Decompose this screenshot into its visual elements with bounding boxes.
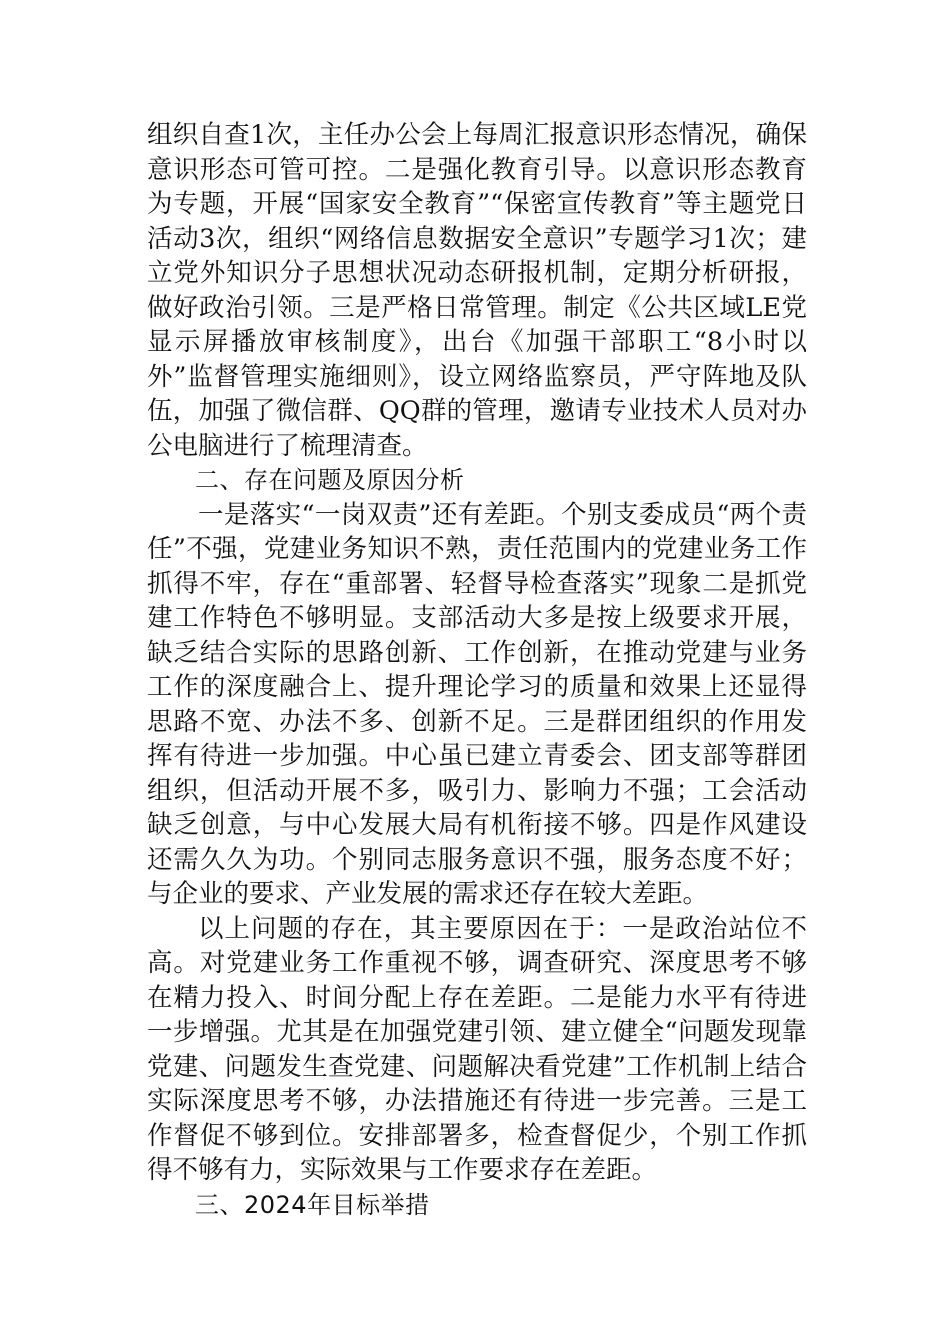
document-page (147, 118, 807, 1222)
paragraph-problems: 一是落实“一岗双责”还有差距。个别支委成员“两个责任”不强，党建业务知识不熟，责任范围内的党建业务工作抓得不牢，存在“重部署、轻督导检查落实”现象二是抓党建工作特色不够明显。支部活动大多是按上级要求开展，缺乏结合实际的思路创新、工作创新，在推动党建与业务工作的深度融合上、提升理论学习的质量和效果上还显得思路不宽、办法不多、创新不足。三是群团组织的作用发挥有待进一步加强。中心虽已建立青委会、团支部等群团组织，但活动开展不多，吸引力、影响力不强；工会活动缺乏创意，与中心发展大局有机衔接不够。四是作风建设还需久久为功。个别同志服务意识不强，服务态度不好；与企业的要求、产业发展的需求还存在较大差距。 (147, 499, 807, 909)
paragraph-ideology-management: 组织自查1次，主任办公会上每周汇报意识形态情况，确保意识形态可管可控。二是强化教育引导。以意识形态教育为专题，开展“国家安全教育”“保密宣传教育”等主题党日活动3次，组织“网络信息数据安全意识”专题学习1次；建立党外知识分子思想状况动态研报机制，定期分析研报，做好政治引领。三是严格日常管理。制定《公共区域LE党显示屏播放审核制度》，出台《加强干部职工“8小时以外”监督管理实施细则》，设立网络监察员，严守阵地及队伍，加强了微信群、QQ群的管理，邀请专业技术人员对办公电脑进行了梳理清查。 (147, 120, 807, 461)
paragraph-causes: 以上问题的存在，其主要原因在于：一是政治站位不高。对党建业务工作重视不够，调查研究、深度思考不够在精力投入、时间分配上存在差距。二是能力水平有待进一步增强。尤其是在加强党建引领、建立健全“问题发现靠党建、问题发生查党建、问题解决看党建”工作机制上结合实际深度思考不够，办法措施还有待进一步完善。三是工作督促不够到位。安排部署多，检查督促少，个别工作抓得不够有力，实际效果与工作要求存在差距。 (147, 913, 807, 1185)
section-heading-goals: 三、2024年目标举措 (195, 1190, 430, 1219)
section-heading-problems: 二、存在问题及原因分析 (195, 466, 465, 494)
